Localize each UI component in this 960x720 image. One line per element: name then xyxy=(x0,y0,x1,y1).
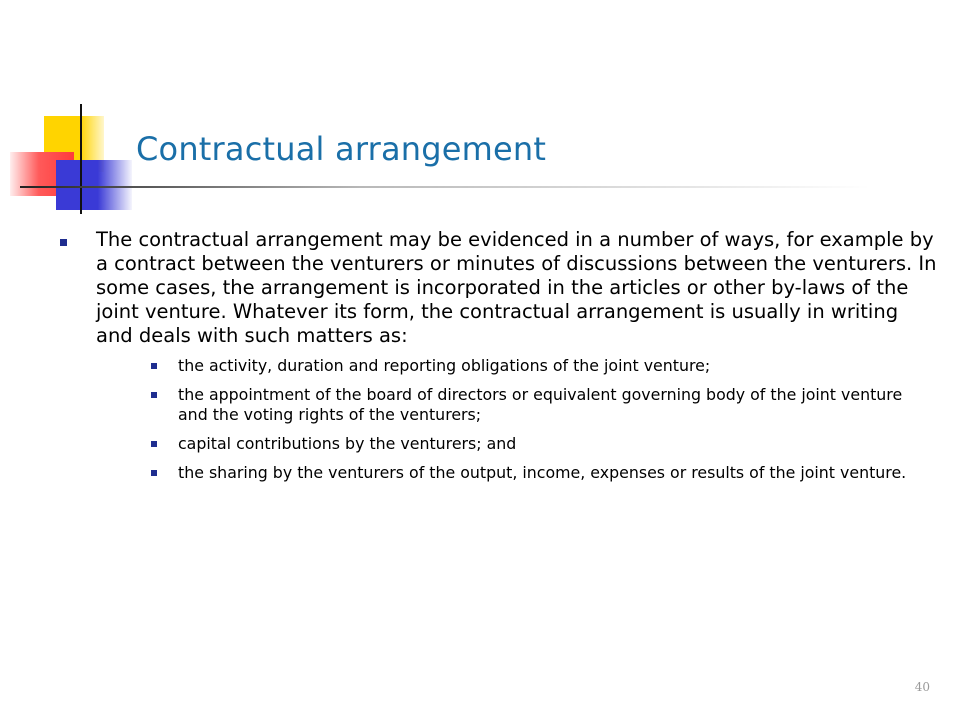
sub-bullet-item xyxy=(148,385,918,425)
square-bullet-icon xyxy=(151,392,157,398)
square-bullet-icon xyxy=(151,363,157,369)
sub-bullet-text: the appointment of the board of directors or equivalent governing body of the joint venture and the voting rights of the venturers; xyxy=(178,385,903,424)
slide-title: Contractual arrangement xyxy=(136,130,547,168)
slide-body xyxy=(58,228,938,492)
logo-vertical-line xyxy=(80,104,82,214)
page-number: 40 xyxy=(914,680,930,694)
logo-blue-block xyxy=(56,160,132,210)
main-bullet-point xyxy=(58,228,938,348)
main-bullet-text: The contractual arrangement may be evidenced in a number of ways, for example by a contract between the venturers or minutes of discussions between the venturers. In some cases, the arrangement is incorporated in the articles or other by-laws of the joint venture. Whatever its form, the contractual arrangement is usually in writing and deals with such matters as: xyxy=(96,228,937,347)
square-bullet-icon xyxy=(151,470,157,476)
title-underline xyxy=(20,186,870,188)
sub-bullet-list xyxy=(58,356,938,483)
sub-bullet-item xyxy=(148,434,918,454)
sub-bullet-item xyxy=(148,463,918,483)
sub-bullet-item xyxy=(148,356,918,376)
sub-bullet-text: capital contributions by the venturers; and xyxy=(178,434,517,453)
sub-bullet-text: the sharing by the venturers of the output, income, expenses or results of the joint venture. xyxy=(178,463,907,482)
sub-bullet-text: the activity, duration and reporting obligations of the joint venture; xyxy=(178,356,711,375)
square-bullet-icon xyxy=(151,441,157,447)
square-bullet-icon xyxy=(60,239,67,246)
